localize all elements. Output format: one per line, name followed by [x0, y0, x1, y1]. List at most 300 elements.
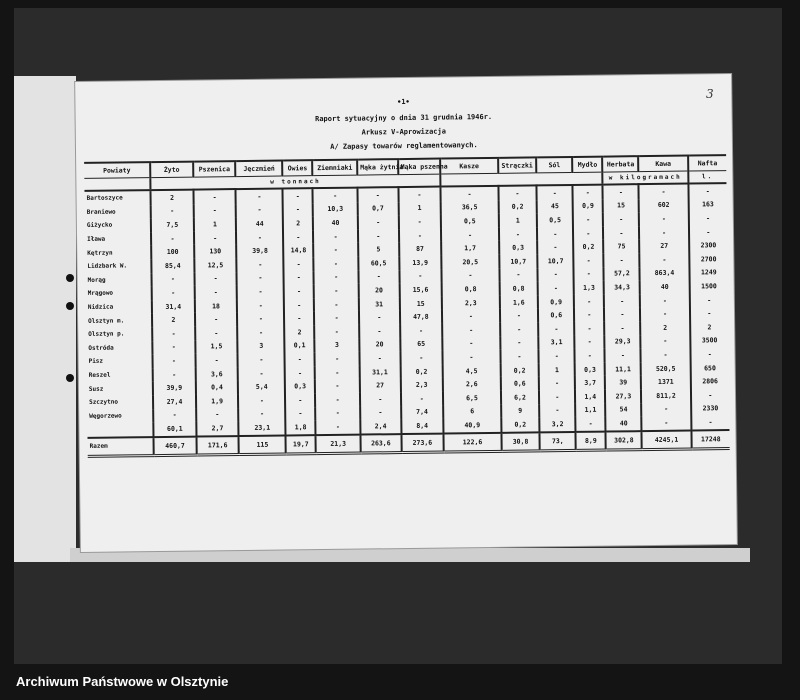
table-cell: -: [574, 267, 604, 281]
table-cell: 2: [151, 190, 194, 205]
table-cell: 12,5: [194, 258, 237, 272]
table-cell: 0,6: [538, 308, 574, 322]
column-header: Strączki: [498, 157, 537, 173]
table-cell: 163: [688, 198, 727, 212]
table-cell: 40: [606, 416, 642, 431]
table-cell: 3500: [690, 334, 729, 348]
table-cell: 1371: [641, 375, 690, 389]
table-cell: 6,2: [501, 390, 540, 404]
table-cell: 65: [400, 337, 443, 351]
column-header: Nafta: [688, 155, 727, 171]
table-cell: 2,7: [196, 421, 239, 436]
archive-name: Archiwum Państwowe w Olsztynie: [16, 674, 229, 689]
table-cell: -: [537, 240, 573, 254]
table-cell: 2,3: [400, 378, 443, 392]
table-cell: 1,3: [574, 281, 604, 295]
document-sheet: [75, 74, 737, 552]
table-cell: 40: [313, 216, 358, 230]
table-cell: 5,4: [238, 380, 285, 394]
table-cell: 3: [238, 339, 285, 353]
table-cell: 23,1: [239, 421, 286, 436]
table-cell: 1,7: [441, 241, 499, 255]
table-cell: -: [196, 408, 239, 422]
total-cell: 115: [239, 435, 286, 454]
table-cell: -: [538, 322, 574, 336]
total-cell: 4245,1: [642, 430, 691, 449]
table-cell: 31,1: [360, 365, 401, 379]
table-cell: 3,2: [539, 417, 575, 432]
table-cell: 18: [195, 299, 238, 313]
table-cell: -: [283, 203, 313, 217]
district-name: Szczytno: [89, 398, 119, 407]
table-cell: 34,3: [604, 280, 640, 294]
table-cell: 1,5: [195, 340, 238, 354]
table-cell: 44: [236, 217, 283, 231]
table-cell: -: [640, 253, 689, 267]
column-header: Kasze: [440, 158, 498, 174]
table-cell: -: [357, 187, 398, 202]
table-cell: 3,7: [575, 376, 605, 390]
table-cell: 2,3: [442, 296, 500, 310]
table-cell: -: [400, 351, 443, 365]
total-cell: 19,7: [286, 435, 316, 454]
district-name: Iława: [87, 235, 106, 243]
table-cell: -: [639, 212, 688, 226]
table-cell: 2,6: [443, 377, 501, 391]
table-cell: -: [316, 420, 361, 435]
table-cell: -: [690, 347, 729, 361]
column-header: Pszenica: [193, 161, 236, 177]
table-cell: -: [690, 388, 729, 402]
table-cell: -: [151, 204, 194, 218]
table-cell: 3,6: [195, 367, 238, 381]
table-cell: -: [313, 243, 358, 257]
table-cell: -: [603, 184, 639, 199]
table-cell: 1,9: [196, 394, 239, 408]
table-cell: -: [641, 334, 690, 348]
table-cell: 6,5: [443, 391, 501, 405]
district-name: Nidzica: [87, 303, 114, 311]
table-cell: -: [153, 354, 196, 368]
table-cell: -: [283, 188, 313, 203]
table-cell: -: [539, 349, 575, 363]
table-cell: -: [194, 285, 237, 299]
table-cell: -: [314, 325, 359, 339]
table-cell: -: [573, 185, 603, 200]
district-name: Olsztyn m.: [88, 317, 125, 325]
table-cell: -: [238, 393, 285, 407]
table-cell: 27: [640, 239, 689, 253]
table-cell: -: [441, 228, 499, 242]
table-cell: -: [195, 326, 238, 340]
table-cell: -: [688, 183, 727, 198]
table-cell: 2: [641, 320, 690, 334]
table-cell: -: [358, 270, 399, 284]
table-cell: -: [604, 321, 640, 335]
district-name: Olsztyn p.: [88, 330, 125, 339]
table-cell: 15: [603, 199, 639, 213]
table-cell: -: [499, 227, 538, 241]
table-cell: 100: [151, 245, 194, 259]
table-cell: -: [152, 340, 195, 354]
district-name: [87, 422, 153, 437]
column-header: Mąka żytnia: [357, 159, 398, 175]
table-cell: -: [603, 226, 639, 240]
table-cell: 2806: [690, 374, 729, 388]
table-cell: -: [193, 189, 236, 204]
table-cell: 1: [539, 363, 575, 377]
document-marker: •1•: [397, 97, 410, 107]
table-cell: -: [313, 188, 358, 203]
table-cell: 863,4: [640, 266, 689, 280]
table-cell: -: [689, 306, 728, 320]
table-cell: -: [193, 204, 236, 218]
table-cell: -: [283, 230, 313, 244]
table-cell: 1: [194, 217, 237, 231]
table-cell: -: [315, 379, 360, 393]
table-cell: -: [539, 390, 575, 404]
total-cell: 273,6: [401, 433, 444, 452]
table-cell: 7,5: [151, 218, 194, 232]
table-cell: -: [152, 272, 195, 286]
table-cell: 39,9: [153, 381, 196, 395]
table-cell: 40,9: [443, 418, 501, 433]
table-cell: -: [576, 417, 606, 432]
table-cell: 87: [399, 242, 442, 256]
binder-hole-icon: [66, 302, 74, 310]
table-cell: -: [237, 271, 284, 285]
table-cell: -: [153, 408, 196, 422]
unit-kg-label: w kilogramach: [603, 171, 688, 185]
page-number: 3: [706, 87, 714, 101]
table-cell: 0,2: [498, 200, 537, 214]
table-cell: 2300: [689, 238, 728, 252]
table-cell: -: [284, 284, 314, 298]
column-header: Ziemniaki: [312, 160, 357, 176]
table-cell: -: [398, 228, 441, 242]
table-cell: 2: [152, 313, 195, 327]
table-cell: -: [153, 367, 196, 381]
table-cell: -: [640, 293, 689, 307]
table-cell: -: [538, 281, 574, 295]
table-cell: 31: [359, 297, 400, 311]
table-cell: 0,2: [501, 417, 540, 432]
table-cell: 650: [690, 361, 729, 375]
table-cell: -: [442, 309, 500, 323]
table-cell: 0,3: [575, 362, 605, 376]
table-cell: -: [285, 393, 315, 407]
table-cell: -: [574, 294, 604, 308]
table-cell: -: [603, 212, 639, 226]
total-cell: 21,3: [316, 434, 361, 453]
district-name: Braniewo: [86, 208, 116, 216]
total-cell: 460,7: [154, 436, 197, 455]
table-cell: -: [500, 322, 539, 336]
table-cell: -: [284, 311, 314, 325]
table-cell: -: [285, 352, 315, 366]
table-cell: -: [315, 406, 360, 420]
total-cell: 122,6: [444, 433, 502, 452]
table-cell: 5: [358, 242, 399, 256]
table-cell: 20,5: [441, 255, 499, 269]
column-header: Powiaty: [84, 162, 150, 178]
table-cell: -: [639, 225, 688, 239]
table-cell: -: [358, 229, 399, 243]
table-cell: -: [152, 327, 195, 341]
table-cell: -: [642, 416, 691, 431]
table-cell: 1,8: [286, 420, 316, 435]
total-cell: 8,9: [576, 431, 606, 450]
table-cell: 36,5: [441, 200, 499, 214]
table-cell: -: [151, 231, 194, 245]
table-cell: -: [442, 268, 500, 282]
district-name: Mrągowo: [87, 290, 114, 298]
table-cell: -: [237, 298, 284, 312]
table-cell: -: [236, 203, 283, 217]
total-cell: 73,: [540, 432, 576, 451]
table-cell: 0,2: [400, 364, 443, 378]
table-cell: -: [194, 231, 237, 245]
table-cell: -: [285, 366, 315, 380]
table-cell: -: [284, 257, 314, 271]
table-cell: 29,3: [605, 335, 641, 349]
table-cell: 57,2: [604, 267, 640, 281]
table-cell: -: [195, 353, 238, 367]
district-name: Pisz: [88, 358, 104, 366]
table-cell: -: [400, 391, 443, 405]
table-cell: -: [237, 285, 284, 299]
table-cell: 11,1: [605, 362, 641, 376]
district-name: Susz: [88, 385, 104, 393]
table-cell: 2: [284, 325, 314, 339]
table-cell: -: [152, 286, 195, 300]
total-label: Razem: [87, 437, 153, 456]
table-cell: 14,8: [283, 244, 313, 258]
table-cell: -: [605, 348, 641, 362]
table-cell: 2: [283, 216, 313, 230]
table-cell: -: [398, 215, 441, 229]
table-cell: 75: [603, 240, 639, 254]
table-cell: 39,8: [237, 244, 284, 258]
table-cell: -: [360, 392, 401, 406]
table-cell: -: [400, 323, 443, 337]
table-cell: -: [604, 307, 640, 321]
table-cell: 0,8: [499, 282, 538, 296]
table-cell: -: [639, 184, 688, 199]
binder-hole-icon: [66, 374, 74, 382]
table-cell: -: [314, 311, 359, 325]
document-section: Arkusz V-Aprowizacja: [361, 127, 446, 137]
table-cell: -: [573, 213, 603, 227]
table-cell: -: [285, 407, 315, 421]
table-cell: 2700: [689, 252, 728, 266]
table-cell: 9: [501, 404, 540, 418]
table-cell: -: [641, 348, 690, 362]
table-cell: 1,6: [500, 295, 539, 309]
table-cell: 27,4: [153, 394, 196, 408]
table-cell: 811,2: [641, 388, 690, 402]
table-cell: 85,4: [151, 259, 194, 273]
table-cell: -: [238, 353, 285, 367]
table-cell: 1: [499, 214, 538, 228]
table-cell: 0,6: [501, 377, 540, 391]
table-cell: 1: [398, 201, 441, 215]
table-cell: -: [499, 268, 538, 282]
total-cell: 30,8: [501, 432, 540, 451]
table-cell: 0,3: [499, 241, 538, 255]
table-cell: 0,9: [573, 199, 603, 213]
table-cell: 0,3: [285, 379, 315, 393]
table-cell: 2,4: [360, 419, 401, 434]
table-cell: 40: [640, 280, 689, 294]
table-cell: -: [442, 336, 500, 350]
table-cell: -: [574, 254, 604, 268]
table-cell: -: [442, 323, 500, 337]
table-cell: -: [236, 188, 283, 203]
table-cell: -: [195, 312, 238, 326]
table-cell: -: [360, 406, 401, 420]
table-cell: 1500: [689, 279, 728, 293]
table-cell: 0,5: [537, 213, 573, 227]
table-cell: 2330: [691, 402, 730, 416]
table-cell: 10,7: [537, 254, 573, 268]
table-cell: -: [500, 336, 539, 350]
table-cell: 60,1: [153, 422, 196, 437]
table-cell: 520,5: [641, 361, 690, 375]
table-cell: -: [640, 307, 689, 321]
district-name: Lidzbark W.: [87, 262, 128, 271]
column-header: Herbata: [602, 156, 638, 172]
table-cell: 15,6: [399, 283, 442, 297]
table-cell: 60,5: [358, 256, 399, 270]
binder-cover: [14, 76, 80, 562]
table-cell: -: [238, 325, 285, 339]
district-name: Ostróda: [88, 344, 114, 352]
table-cell: -: [236, 230, 283, 244]
table-cell: -: [238, 366, 285, 380]
table-cell: -: [575, 335, 605, 349]
table-cell: -: [313, 229, 358, 243]
table-cell: -: [315, 392, 360, 406]
table-cell: -: [359, 351, 400, 365]
table-cell: -: [284, 298, 314, 312]
table-cell: -: [237, 257, 284, 271]
total-cell: 171,6: [196, 436, 239, 455]
table-cell: -: [239, 407, 286, 421]
table-cell: -: [642, 402, 691, 416]
table-cell: -: [399, 269, 442, 283]
unit-litres-label: l.: [688, 171, 727, 184]
table-cell: -: [689, 293, 728, 307]
table-cell: 8,4: [401, 419, 444, 434]
document-subsection: A/ Zapasy towarów reglamentowanych.: [330, 141, 478, 151]
district-name: Bartoszyce: [86, 194, 123, 203]
table-cell: 130: [194, 244, 237, 258]
table-cell: 4,5: [443, 364, 501, 378]
column-header: Żyto: [150, 162, 193, 178]
table-cell: -: [573, 226, 603, 240]
table-cell: 54: [605, 403, 641, 417]
table-cell: 1,1: [575, 403, 605, 417]
column-header: Mąka pszenna: [398, 159, 441, 175]
column-header: Kawa: [639, 156, 688, 172]
table-cell: -: [441, 186, 499, 201]
table-cell: -: [315, 352, 360, 366]
district-name: Węgorzewo: [89, 412, 122, 420]
table-cell: -: [443, 350, 501, 364]
district-name: Kętrzyn: [87, 249, 113, 257]
table-cell: 0,8: [442, 282, 500, 296]
table-cell: 0,1: [285, 339, 315, 353]
table-cell: -: [604, 294, 640, 308]
table-cell: -: [284, 271, 314, 285]
table-cell: -: [500, 309, 539, 323]
column-header: Sól: [536, 157, 572, 173]
column-header: Mydło: [572, 157, 602, 173]
table-cell: 0,5: [441, 214, 499, 228]
table-cell: 2: [690, 320, 729, 334]
district-name: Reszel: [88, 371, 111, 379]
table-cell: -: [537, 227, 573, 241]
table-cell: 31,4: [152, 299, 195, 313]
table-cell: 10,7: [499, 254, 538, 268]
table-cell: -: [194, 272, 237, 286]
total-cell: 302,8: [606, 431, 642, 450]
table-cell: 39: [605, 375, 641, 389]
table-cell: -: [315, 365, 360, 379]
column-header: Jęczmień: [236, 160, 283, 176]
table-cell: 1,4: [575, 389, 605, 403]
table-cell: -: [358, 215, 399, 229]
table-cell: 602: [639, 198, 688, 212]
table-cell: 13,9: [399, 256, 442, 270]
table-cell: -: [575, 349, 605, 363]
table-cell: -: [539, 376, 575, 390]
table-cell: -: [314, 257, 359, 271]
table-cell: 0,7: [358, 202, 399, 216]
table-cell: -: [500, 350, 539, 364]
table-cell: -: [398, 187, 441, 202]
table-cell: 1249: [689, 266, 728, 280]
table-cell: 20: [359, 338, 400, 352]
table-cell: -: [688, 211, 727, 225]
total-cell: 263,6: [360, 434, 401, 453]
table-cell: 0,9: [538, 295, 574, 309]
table-cell: -: [498, 185, 537, 200]
table-cell: 3: [315, 338, 360, 352]
district-name: Giżycko: [86, 222, 113, 230]
table-cell: 45: [537, 200, 573, 214]
district-name: Morąg: [87, 276, 106, 284]
table-cell: 27,3: [605, 389, 641, 403]
table-cell: -: [538, 268, 574, 282]
table-cell: -: [359, 310, 400, 324]
table-cell: 47,8: [399, 310, 442, 324]
table-cell: 0,2: [500, 363, 539, 377]
table-cell: 3,1: [538, 335, 574, 349]
document-title: Raport sytuacyjny o dnia 31 grudnia 1946r.: [315, 112, 493, 124]
binder-hole-icon: [66, 274, 74, 282]
column-header: Owies: [282, 160, 312, 176]
table-cell: 20: [359, 283, 400, 297]
table-cell: 10,3: [313, 202, 358, 216]
table-cell: 0,2: [573, 240, 603, 254]
table-cell: -: [539, 403, 575, 417]
table-cell: -: [537, 185, 573, 200]
total-cell: 17248: [691, 430, 730, 449]
table-cell: -: [314, 284, 359, 298]
table-cell: 15: [399, 296, 442, 310]
